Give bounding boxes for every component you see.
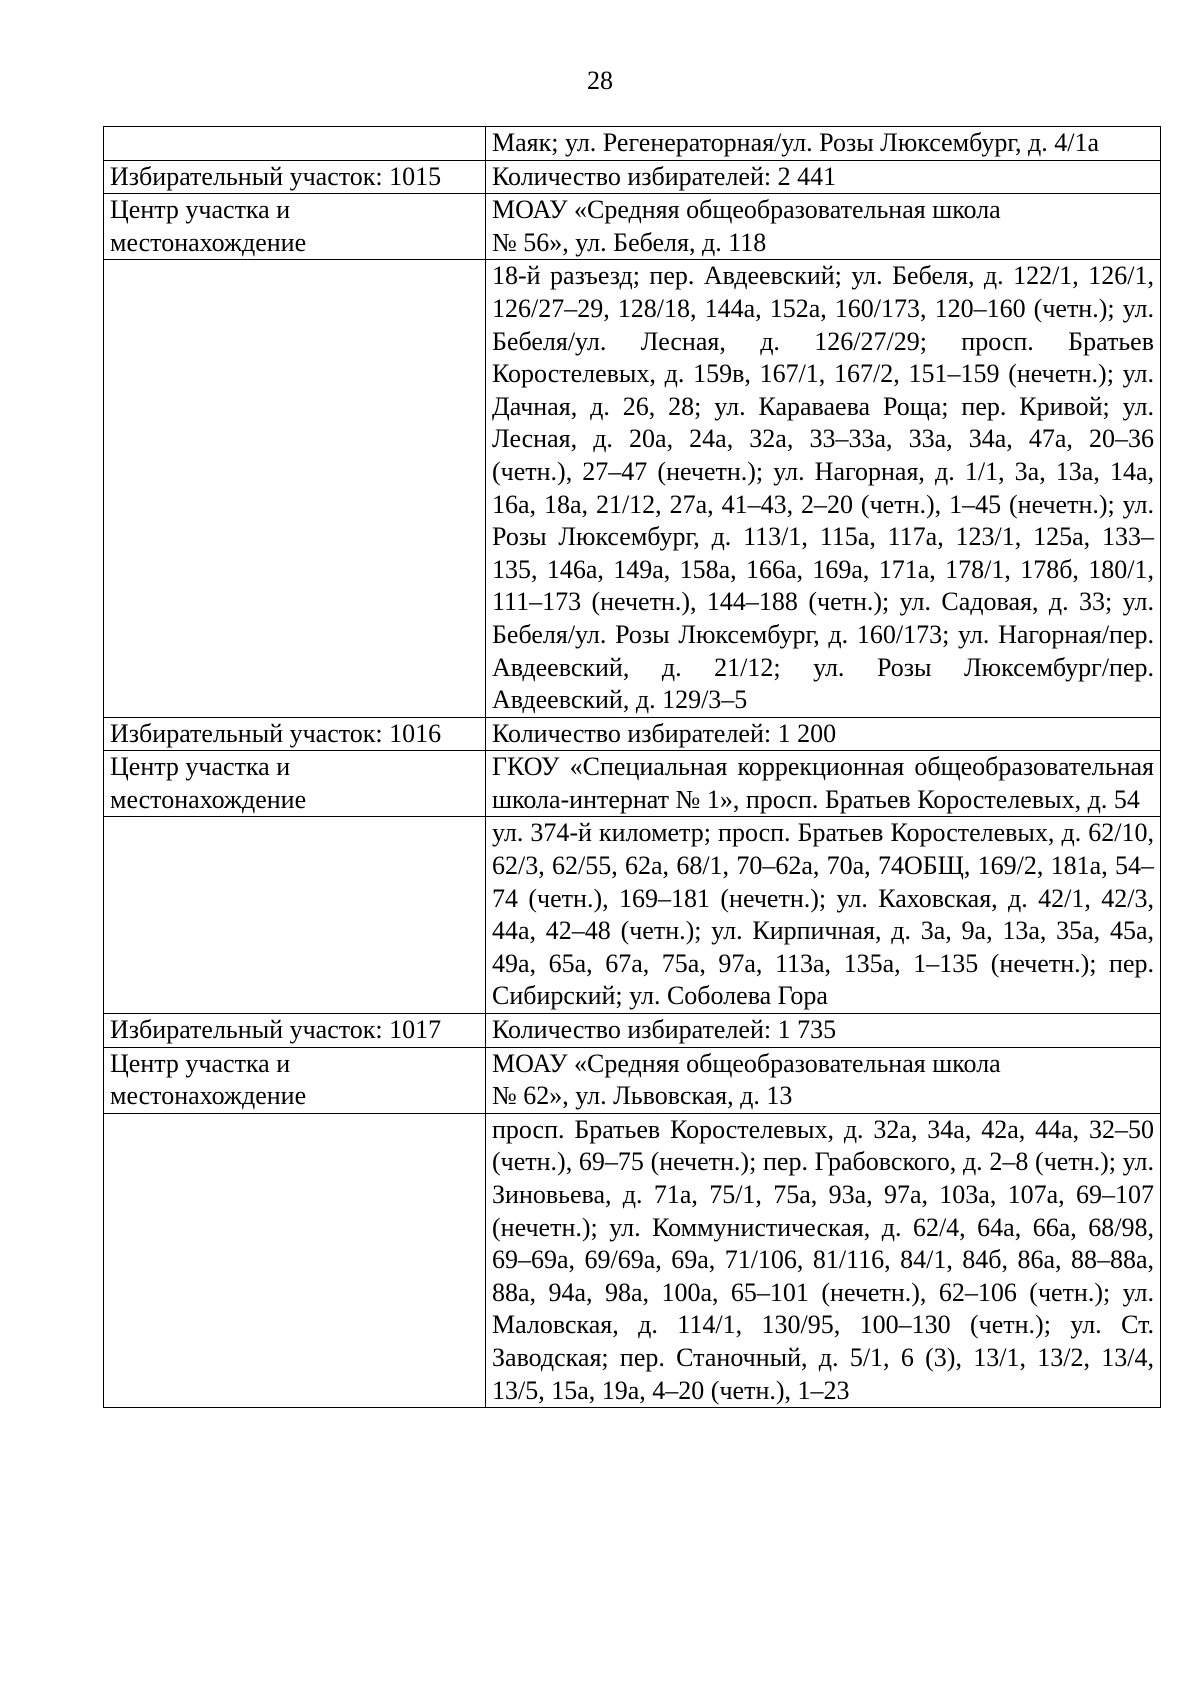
empty-cell xyxy=(104,127,486,161)
table-row xyxy=(104,127,1161,161)
center-label-line: местонахождение xyxy=(110,784,307,814)
center-label-line: Центр участка и xyxy=(110,752,291,782)
center-label-line: Центр участка и xyxy=(110,1048,291,1078)
voter-count: Количество избирателей: 1 735 xyxy=(486,1014,1161,1048)
voter-count: Количество избирателей: 2 441 xyxy=(486,160,1161,194)
polling-stations-table xyxy=(103,126,1161,1408)
table-row xyxy=(104,751,1161,817)
address-list: 18-й разъезд; пер. Авдеевский; ул. Бебеля, д. 122/1, 126/1, 126/27–29, 128/18, 144а, 152а, 160/173, 120–160 (четн.); ул. Бебеля/ул. Лесная, д. 126/27/29; просп. Братьев Коростелевых, д. 159в, 167/1, 167/2, 151–159 (нечетн.); ул. Дачная, д. 26, 28; ул. Караваева Роща; пер. Кривой; ул. Лесная, д. 20а, 24а, 32а, 33–33а, 33а, 34а, 47а, 20–36 (четн.), 27–47 (нечетн.); ул. Нагорная, д. 1/1, 3а, 13а, 14а, 16а, 18а, 21/12, 27а, 41–43, 2–20 (четн.), 1–45 (нечетн.); ул. Розы Люксембург, д. 113/1, 115а, 117а, 123/1, 125а, 133–135, 146а, 149а, 158а, 166а, 169а, 171а, 178/1, 178б, 180/1, 111–173 (нечетн.), 144–188 (четн.); ул. Садовая, д. 33; ул. Бебеля/ул. Розы Люксембург, д. 160/173; ул. Нагорная/пер. Авдеевский, д. 21/12; ул. Розы Люксембург/пер. Авдеевский, д. 129/3–5 xyxy=(486,260,1161,717)
center-label xyxy=(104,1047,486,1113)
empty-cell xyxy=(104,817,486,1014)
address-list: ул. 374-й километр; просп. Братьев Коростелевых, д. 62/10, 62/3, 62/55, 62а, 68/1, 70–62а, 70а, 74ОБЩ, 169/2, 181а, 54–74 (четн.), 169–181 (нечетн.); ул. Каховская, д. 42/1, 42/3, 44а, 42–48 (четн.); ул. Кирпичная, д. 3а, 9а, 13а, 35а, 45а, 49а, 65а, 67а, 75а, 97а, 113а, 135а, 1–135 (нечетн.); пер. Сибирский; ул. Соболева Гора xyxy=(486,817,1161,1014)
center-location: ГКОУ «Специальная коррекционная общеобразовательная школа-интернат № 1», просп. Братьев Коростелевых, д. 54 xyxy=(486,751,1161,817)
table-row xyxy=(104,1113,1161,1407)
center-location xyxy=(486,1047,1161,1113)
center-label-line: местонахождение xyxy=(110,1081,307,1111)
table-row xyxy=(104,817,1161,1014)
center-label-line: местонахождение xyxy=(110,227,307,257)
center-location-line: № 56», ул. Бебеля, д. 118 xyxy=(492,227,767,257)
page-number: 28 xyxy=(587,66,613,95)
address-list: Маяк; ул. Регенераторная/ул. Розы Люксембург, д. 4/1а xyxy=(486,127,1161,161)
station-label: Избирательный участок: 1017 xyxy=(104,1014,486,1048)
address-list: просп. Братьев Коростелевых, д. 32а, 34а, 42а, 44а, 32–50 (четн.), 69–75 (нечетн.); пер. Грабовского, д. 2–8 (четн.); ул. Зиновьева, д. 71а, 75/1, 75а, 93а, 97а, 103а, 107а, 69–107 (нечетн.); ул. Коммунистическая, д. 62/4, 64а, 66а, 68/98, 69–69а, 69/69а, 69а, 71/106, 81/116, 84/1, 84б, 86а, 88–88а, 88а, 94а, 98а, 100а, 65–101 (нечетн.), 62–106 (четн.); ул. Маловская, д. 114/1, 130/95, 100–130 (четн.); ул. Ст. Заводская; пер. Станочный, д. 5/1, 6 (3), 13/1, 13/2, 13/4, 13/5, 15а, 19а, 4–20 (четн.), 1–23 xyxy=(486,1113,1161,1407)
center-location xyxy=(486,194,1161,260)
empty-cell xyxy=(104,260,486,717)
station-label: Избирательный участок: 1015 xyxy=(104,160,486,194)
center-label xyxy=(104,751,486,817)
table-row xyxy=(104,1047,1161,1113)
table-row xyxy=(104,717,1161,751)
table-row xyxy=(104,194,1161,260)
voter-count: Количество избирателей: 1 200 xyxy=(486,717,1161,751)
table-row xyxy=(104,160,1161,194)
table-row xyxy=(104,1014,1161,1048)
center-label xyxy=(104,194,486,260)
center-label-line: Центр участка и xyxy=(110,195,291,225)
center-location-line: МОАУ «Средняя общеобразовательная школа xyxy=(492,195,1001,225)
center-location-line: № 62», ул. Львовская, д. 13 xyxy=(492,1081,793,1111)
station-label: Избирательный участок: 1016 xyxy=(104,717,486,751)
center-location-line: МОАУ «Средняя общеобразовательная школа xyxy=(492,1048,1001,1078)
empty-cell xyxy=(104,1113,486,1407)
table-row xyxy=(104,260,1161,717)
